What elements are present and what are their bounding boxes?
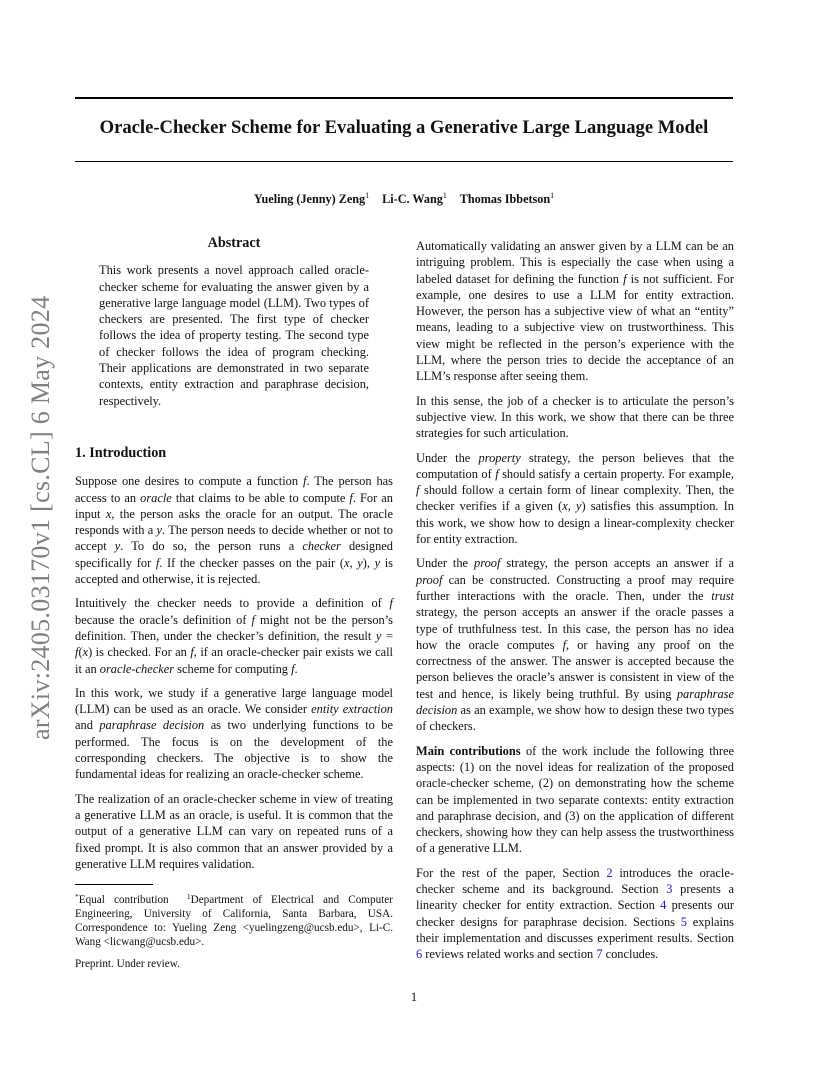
paragraph: Suppose one desires to compute a function f. The person has access to an oracle that claims to be able to compute f. For an input x, the person asks the oracle for an output. The oracle responds with a y. The person needs to decide whether or not to accept y. To do so, the person runs a checker designed specifically for f. If the checker passes on the pair (x, y), y is accepted and otherwise, it is rejected. (75, 474, 394, 587)
author-name: Li-C. Wang (382, 192, 443, 206)
left-column (75, 235, 393, 880)
author-list (75, 191, 733, 207)
section-link[interactable]: 7 (596, 947, 603, 962)
footnote-text: *Equal contribution $^1$Department of Electrical and Computer Engineering, University of California, Santa Barbara, USA. Correspondence to: Yueling Zeng <yuelingzeng@ucsb.edu>, Li-C. Wang <licwang@ucsb.edu>. (75, 892, 393, 948)
author-name: Thomas Ibbetson (459, 192, 551, 206)
paragraph: The realization of an oracle-checker scheme in view of treating a generative LLM as an oracle, is useful. It is common that the output of a generative LLM can vary on repeated runs of a fixed prompt. It is also common that an answer provided by a generative LLM requires validation. (75, 791, 393, 871)
section-link[interactable]: 6 (416, 947, 423, 962)
title-top-rule (75, 97, 733, 99)
abstract-text: This work presents a novel approach called oracle-checker scheme for evaluating the answer given by a generative large language model (LLM). Two types of checkers are presented. The first type of checker follows the idea of property testing. The second type of checker follows the idea of program checking. Their applications are demonstrated in two separate contexts, entity extraction and paraphrase decision, respectively. (99, 263, 369, 408)
author-name: Yueling (Jenny) Zeng (253, 192, 366, 206)
section-link[interactable]: 4 (660, 898, 667, 913)
author-affiliation-mark: 1 (442, 191, 447, 200)
page-number: 1 (410, 990, 418, 1004)
preprint-note: Preprint. Under review. (75, 958, 180, 970)
paragraph: Under the proof strategy, the person accepts an answer if a proof can be constructed. Constructing a proof may require further interactions with the oracle. Then, under the trust strategy, the person accepts an answer if the oracle passes a type of truthfulness test. In this case, the person has no idea how the oracle computes f, or having any proof on the correctness of the answer. The answer is accepted because the person believes the oracle’s answer is consistent in view of the test and hence, is likely being truthful. By using paraphrase decision as an example, we show how to design these two types of checkers. (416, 556, 734, 734)
footnote-rule (75, 884, 153, 885)
author-affiliation-mark: 1 (550, 191, 555, 200)
abstract-heading: Abstract (207, 235, 261, 251)
paragraph: For the rest of the paper, Section 2 introduces the oracle-checker scheme and its background. Section 3 presents a linearity checker for entity extraction. Section 4 presents our checker designs for paraphrase decision. Sections 5 explains their implementation and discusses experiment results. Section 6 reviews related works and section 7 concludes. (416, 865, 735, 962)
footnote (75, 884, 393, 950)
paper-title: Oracle-Checker Scheme for Evaluating a Generative Large Language Model (99, 117, 709, 138)
title-bottom-rule (75, 161, 733, 162)
section-heading: 1. Introduction (75, 444, 167, 461)
paragraph: Under the property strategy, the person believes that the computation of f should satisfy a certain property. For example, f should follow a certain form of linear complexity. Then, the checker verifies if a given (x, y) satisfies this assumption. In this work, we show how to design a linear-complexity checker for entity extraction. (416, 450, 734, 547)
paragraph: Main contributions of the work include the following three aspects: (1) on the novel ideas for realization of the proposed oracle-checker scheme, (2) on demonstrating how the scheme can be implemented in two separate contexts: entity extraction and paraphrase decision, and (3) on the application of different checkers, showing how they can help assess the trustworthiness of a generative LLM. (416, 743, 734, 856)
paragraph: Automatically validating an answer given by a LLM can be an intriguing problem. This is especially the case when using a labeled dataset for defining the function f is not sufficient. For example, one desires to use a LLM for entity extraction. However, the person has a subjective view of what an “entity” means, leading to a subjective view on trustworthiness. This view might be reflected in the person’s experience with the LLM, where the person tries to decide the acceptance of an LLM’s response after seeing them. (416, 239, 734, 384)
section-link[interactable]: 2 (606, 865, 613, 880)
right-column (416, 238, 734, 970)
paragraph: In this work, we study if a generative large language model (LLM) can be used as an oracle. We consider entity extraction and paraphrase decision as two underlying functions to be performed. The focus is on the development of the corresponding checkers. The objective is to show the fundamental ideas for realizing an oracle-checker scheme. (75, 685, 394, 782)
section-link[interactable]: 3 (666, 881, 673, 896)
arxiv-identifier: arXiv:2405.03170v1 [cs.CL] 6 May 2024 (26, 295, 55, 740)
paragraph: Intuitively the checker needs to provide a definition of f because the oracle’s definition of f might not be the person’s definition. Then, under the checker’s definition, the result y = f(x) is checked. For an f, if an oracle-checker pair exists we call it an oracle-checker scheme for computing f. (75, 596, 394, 676)
section-link[interactable]: 5 (680, 914, 687, 929)
author-affiliation-mark: 1 (365, 191, 370, 200)
paragraph: In this sense, the job of a checker is to articulate the person’s subjective view. In this work, we show that there can be three strategies for such articulation. (416, 393, 734, 441)
